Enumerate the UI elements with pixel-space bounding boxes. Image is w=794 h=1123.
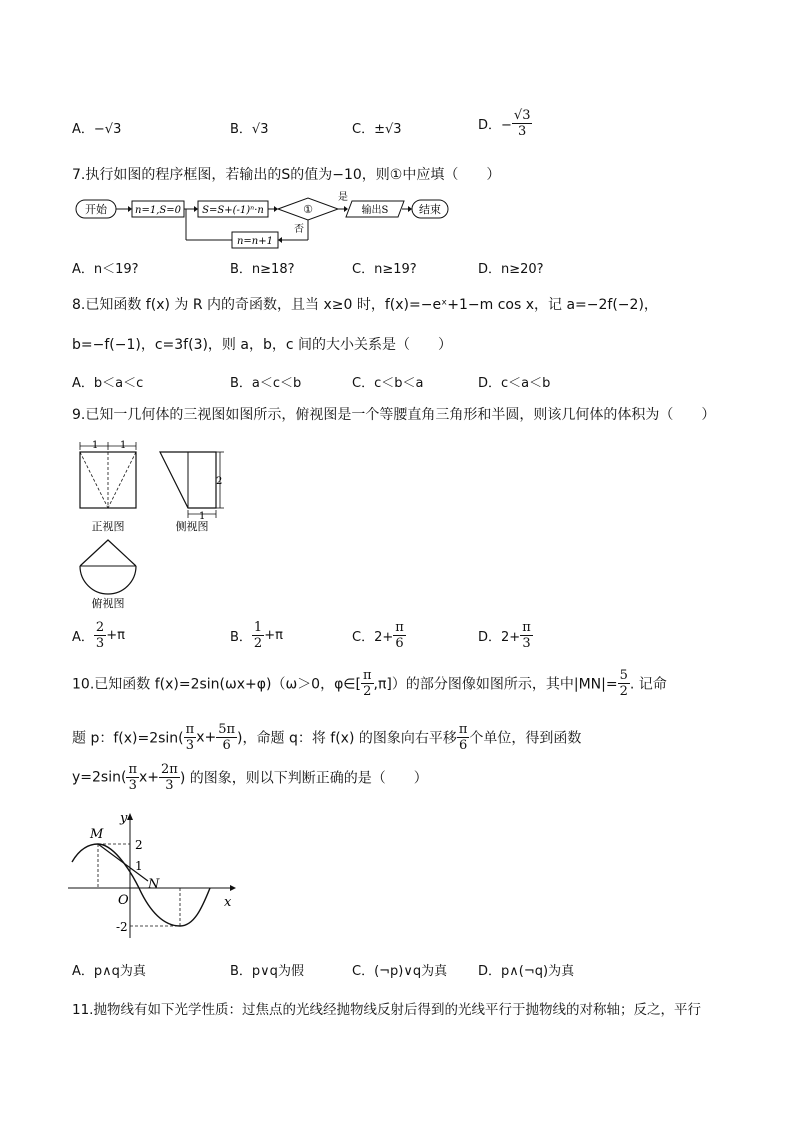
q8-option-c: C．c＜b＜a — [352, 376, 424, 391]
q9-option-d: D．2+ $\frac{\pi}{3}$ — [478, 620, 531, 651]
side-view — [160, 452, 224, 533]
side-dim-width: 1 — [199, 511, 206, 522]
q11-question: 11.抛物线有如下光学性质：过焦点的光线经抛物线反射后得到的光线平行于抛物线的对称轴；反之，平行 — [72, 1002, 701, 1018]
flow-start-label: 开始 — [85, 203, 107, 216]
graph-tick-1: 1 — [135, 859, 143, 873]
q8-question-line1: 8.已知函数 f(x) 为 R 内的奇函数，且当 x≥0 时，f(x)=−eˣ+1−m cos x，记 a=−2f(−2)， — [72, 297, 658, 313]
flow-increment-label: n=n+1 — [236, 236, 274, 247]
flow-condition-label: ① — [303, 203, 313, 216]
top-view — [80, 540, 136, 610]
q6-option-d: D．− $\frac{√3}{3}$ — [478, 108, 531, 139]
q6-option-b: B．√3 — [230, 122, 269, 137]
flow-init-label: n=1,S=0 — [135, 205, 181, 216]
front-dim-right: 1 — [120, 440, 127, 451]
graph-y-label: y — [120, 811, 128, 826]
top-view-label: 俯视图 — [91, 597, 125, 610]
flow-no-label: 否 — [294, 224, 304, 235]
graph-origin-label: O — [118, 893, 129, 908]
q7-option-a: A．n＜19? — [72, 262, 139, 277]
q7-option-b: B．n≥18? — [230, 262, 295, 277]
side-dim-height: 2 — [216, 476, 223, 487]
point-n-label: N — [148, 877, 160, 892]
q6-option-a: A．−√3 — [72, 122, 122, 137]
front-dim-left: 1 — [92, 440, 99, 451]
front-view — [80, 440, 136, 533]
q9-question: 9.已知一几何体的三视图如图所示，俯视图是一个等腰直角三角形和半圆，则该几何体的体积为（ ） — [72, 407, 716, 423]
q10-option-d: D．p∧(¬q)为真 — [478, 964, 575, 979]
q9-option-b: B． $\frac{1}{2}$ +π — [230, 620, 283, 651]
q7-option-c: C．n≥19? — [352, 262, 417, 277]
q7-flowchart — [72, 190, 462, 250]
q9-option-a: A． $\frac{2}{3}$ +π — [72, 620, 125, 651]
graph-curve — [72, 844, 210, 926]
flow-end-label: 结束 — [419, 203, 441, 216]
q10-option-a: A．p∧q为真 — [72, 964, 146, 979]
side-view-label: 侧视图 — [175, 520, 209, 533]
flow-update-label: S=S+(-1)ⁿ·n — [202, 205, 264, 216]
graph-x-label: x — [224, 895, 232, 910]
flow-output-label: 输出S — [361, 205, 389, 216]
q10-option-b: B．p∨q为假 — [230, 964, 304, 979]
point-m-label: M — [90, 827, 104, 842]
front-view-label: 正视图 — [91, 520, 125, 533]
flow-yes-label: 是 — [338, 192, 348, 203]
q9-option-c: C．2+ $\frac{\pi}{6}$ — [352, 620, 404, 651]
q9-three-views — [68, 436, 238, 616]
q7-question: 7.执行如图的程序框图，若输出的S的值为−10，则①中应填（ ） — [72, 167, 501, 183]
q8-option-d: D．c＜a＜b — [478, 376, 551, 391]
q10-question-line1: 10.已知函数 f(x)=2sin(ωx+φ)（ω＞0，φ∈[ $\frac{\pi}{2}$ ,π]）的部分图像如图所示，其中|MN|= $\frac{5}{2}$ . 记命 — [72, 668, 667, 699]
q8-option-b: B．a＜c＜b — [230, 376, 302, 391]
q10-question-line3: y=2sin( $\frac{\pi}{3}$ x+ $\frac{2\pi}{3}$ ) 的图象，则以下判断正确的是（ ） — [72, 762, 428, 793]
q6-option-c: C．±√3 — [352, 122, 402, 137]
q10-sine-graph — [68, 808, 248, 940]
q7-option-d: D．n≥20? — [478, 262, 544, 277]
q10-option-c: C．(¬p)∨q为真 — [352, 964, 448, 979]
q8-question-line2: b=−f(−1)，c=3f(3)，则 a，b，c 间的大小关系是（ ） — [72, 337, 452, 353]
graph-tick-neg2: -2 — [116, 920, 128, 934]
graph-tick-2: 2 — [135, 838, 143, 852]
q10-question-line2: 题 p：f(x)=2sin( $\frac{\pi}{3}$ x+ $\frac{5\pi}{6}$ )，命题 q：将 f(x) 的图象向右平移 $\frac{\pi}{6}$ 个单位，得到函数 — [72, 722, 582, 753]
q8-option-a: A．b＜a＜c — [72, 376, 144, 391]
